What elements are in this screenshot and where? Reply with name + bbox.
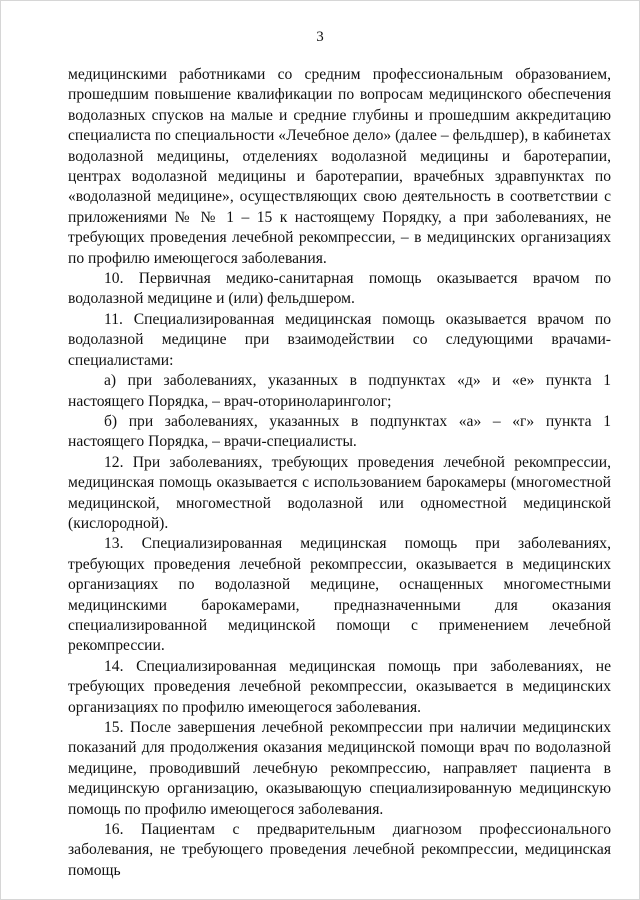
paragraph-item-15: 15. После завершения лечебной рекомпрессии при наличии медицинских показаний для продолжения оказания медицинской помощи врач по водолазной медицине, проводивший лечебную рекомпрессию, направляет пациента в медицинскую организацию, оказывающую специализированную медицинскую помощь по профилю имеющегося заболевания. [68,719,611,818]
paragraph-item-14: 14. Специализированная медицинская помощь при заболеваниях, не требующих проведения лечебной рекомпрессии, оказывается в медицинских организациях по профилю имеющегося заболевания. [68,657,611,716]
paragraph-item-12: 12. При заболеваниях, требующих проведения лечебной рекомпрессии, медицинская помощь оказывается с использованием барокамеры (многоместной медицинской, многоместной водолазной или одноместной медицинской (кислородной). [68,453,611,532]
paragraph-item-10: 10. Первичная медико-санитарная помощь оказывается врачом по водолазной медицине и (или) фельдшером. [68,270,611,308]
paragraph-item-11: 11. Специализированная медицинская помощь оказывается врачом по водолазной медицине при взаимодействии со следующими врачами-специалистами: [68,310,611,369]
page-number: 3 [316,29,324,45]
paragraph-item-11-b: б) при заболеваниях, указанных в подпунктах «а» – «г» пункта 1 настоящего Порядка, – врачи-специалисты. [68,412,611,451]
document-body [68,65,611,881]
paragraph-item-16: 16. Пациентам с предварительным диагнозом профессионального заболевания, не требующего проведения лечебной рекомпрессии, медицинская помощь [68,821,611,879]
paragraph-item-13: 13. Специализированная медицинская помощь при заболеваниях, требующих проведения лечебной рекомпрессии, оказывается в медицинских организациях по водолазной медицине, оснащенных многоместными медицинскими барокамерами, предназначенными для оказания специализированной медицинской помощи с применением лечебной рекомпрессии. [68,535,611,655]
paragraph-item-11-a: а) при заболеваниях, указанных в подпунктах «д» и «е» пункта 1 настоящего Порядка, – врач-оториноларинголог; [68,372,611,410]
paragraph-continuation: медицинскими работниками со средним профессиональным образованием, прошедшим повышение квалификации по вопросам медицинского обеспечения водолазных спусков на малые и средние глубины и прошедшим аккредитацию специалиста по специальности «Лечебное дело» (далее – фельдшер), в кабинетах водолазной медицины, отделениях водолазной медицины и баротерапии, центрах водолазной медицины и баротерапии, врачебных здравпунктах по «водолазной медицине», осуществляющих свою деятельность в соответствии с приложениями № № 1 – 15 к настоящему Порядку, а при заболеваниях, не требующих проведения лечебной рекомпрессии, – в медицинских организациях по профилю имеющегося заболевания. [68,66,611,267]
